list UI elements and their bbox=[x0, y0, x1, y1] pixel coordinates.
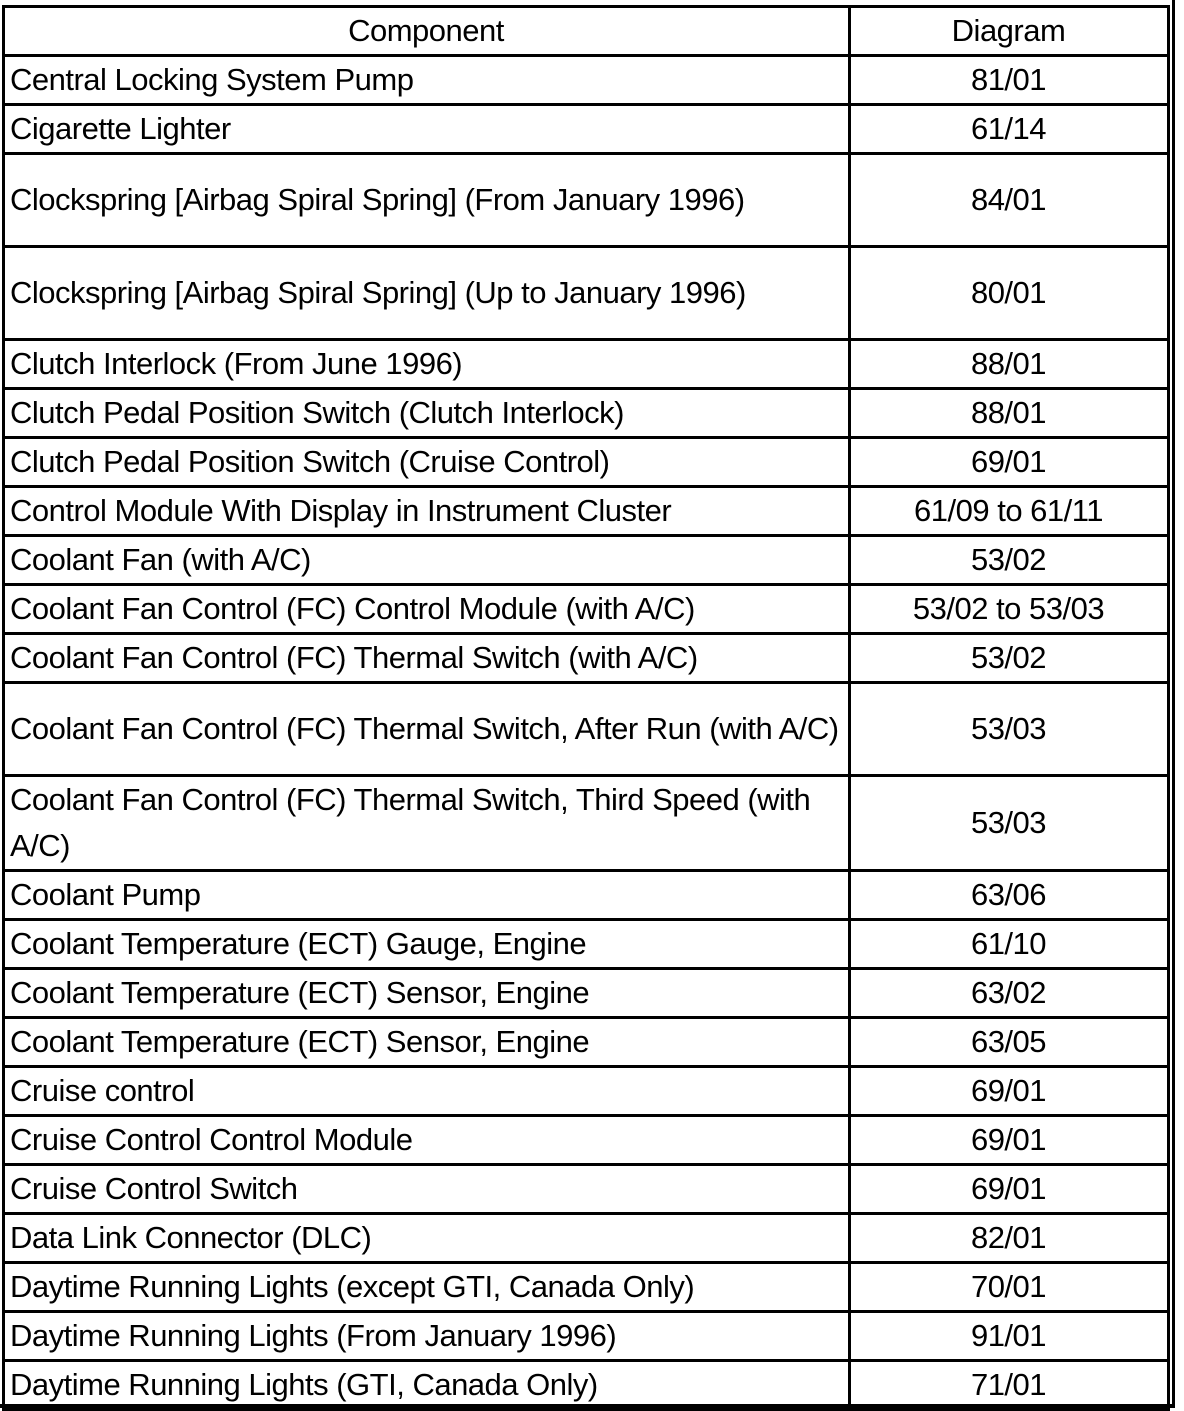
diagram-cell: 69/01 bbox=[850, 1116, 1169, 1165]
component-diagram-table bbox=[2, 5, 1170, 1411]
component-cell: Coolant Pump bbox=[4, 871, 850, 920]
component-cell: Coolant Fan Control (FC) Thermal Switch, Third Speed (with A/C) bbox=[4, 776, 850, 871]
component-cell: Daytime Running Lights (GTI, Canada Only) bbox=[4, 1361, 850, 1410]
table-row bbox=[4, 487, 1169, 536]
page-right-border bbox=[1172, 0, 1175, 1408]
component-cell: Coolant Temperature (ECT) Sensor, Engine bbox=[4, 1018, 850, 1067]
header-component: Component bbox=[4, 7, 850, 56]
table-row bbox=[4, 340, 1169, 389]
diagram-cell: 88/01 bbox=[850, 340, 1169, 389]
component-cell: Cruise Control Switch bbox=[4, 1165, 850, 1214]
page-bottom-border bbox=[0, 1404, 1175, 1408]
diagram-cell: 69/01 bbox=[850, 438, 1169, 487]
component-cell: Control Module With Display in Instrument Cluster bbox=[4, 487, 850, 536]
table-row bbox=[4, 683, 1169, 776]
table-row bbox=[4, 1116, 1169, 1165]
table-row bbox=[4, 247, 1169, 340]
diagram-cell: 88/01 bbox=[850, 389, 1169, 438]
table-row bbox=[4, 1165, 1169, 1214]
diagram-cell: 69/01 bbox=[850, 1067, 1169, 1116]
component-cell: Central Locking System Pump bbox=[4, 56, 850, 105]
component-cell: Clutch Interlock (From June 1996) bbox=[4, 340, 850, 389]
table-row bbox=[4, 1018, 1169, 1067]
diagram-cell: 69/01 bbox=[850, 1165, 1169, 1214]
diagram-cell: 81/01 bbox=[850, 56, 1169, 105]
diagram-cell: 71/01 bbox=[850, 1361, 1169, 1410]
diagram-cell: 63/02 bbox=[850, 969, 1169, 1018]
table-header-row bbox=[4, 7, 1169, 56]
diagram-cell: 84/01 bbox=[850, 154, 1169, 247]
table-row bbox=[4, 871, 1169, 920]
component-cell: Coolant Fan (with A/C) bbox=[4, 536, 850, 585]
diagram-cell: 61/09 to 61/11 bbox=[850, 487, 1169, 536]
table-row bbox=[4, 438, 1169, 487]
component-diagram-table-container bbox=[2, 5, 1167, 1411]
diagram-cell: 63/05 bbox=[850, 1018, 1169, 1067]
diagram-cell: 82/01 bbox=[850, 1214, 1169, 1263]
table-row bbox=[4, 920, 1169, 969]
table-row bbox=[4, 1312, 1169, 1361]
table-row bbox=[4, 1263, 1169, 1312]
component-cell: Coolant Temperature (ECT) Gauge, Engine bbox=[4, 920, 850, 969]
header-diagram: Diagram bbox=[850, 7, 1169, 56]
diagram-cell: 70/01 bbox=[850, 1263, 1169, 1312]
table-row bbox=[4, 1214, 1169, 1263]
diagram-cell: 53/02 bbox=[850, 536, 1169, 585]
diagram-cell: 61/14 bbox=[850, 105, 1169, 154]
table-row bbox=[4, 1361, 1169, 1410]
table-row bbox=[4, 56, 1169, 105]
table-row bbox=[4, 969, 1169, 1018]
table-row bbox=[4, 776, 1169, 871]
diagram-cell: 63/06 bbox=[850, 871, 1169, 920]
table-row bbox=[4, 389, 1169, 438]
component-cell: Daytime Running Lights (except GTI, Canada Only) bbox=[4, 1263, 850, 1312]
component-cell: Coolant Fan Control (FC) Thermal Switch (with A/C) bbox=[4, 634, 850, 683]
component-cell: Coolant Temperature (ECT) Sensor, Engine bbox=[4, 969, 850, 1018]
component-cell: Coolant Fan Control (FC) Control Module (with A/C) bbox=[4, 585, 850, 634]
table-row bbox=[4, 154, 1169, 247]
table-row bbox=[4, 634, 1169, 683]
component-cell: Cigarette Lighter bbox=[4, 105, 850, 154]
component-cell: Coolant Fan Control (FC) Thermal Switch, After Run (with A/C) bbox=[4, 683, 850, 776]
diagram-cell: 53/02 to 53/03 bbox=[850, 585, 1169, 634]
table-body bbox=[4, 56, 1169, 1410]
table-row bbox=[4, 1067, 1169, 1116]
component-cell: Clockspring [Airbag Spiral Spring] (From January 1996) bbox=[4, 154, 850, 247]
component-cell: Clockspring [Airbag Spiral Spring] (Up to January 1996) bbox=[4, 247, 850, 340]
diagram-cell: 80/01 bbox=[850, 247, 1169, 340]
diagram-cell: 53/02 bbox=[850, 634, 1169, 683]
table-row bbox=[4, 536, 1169, 585]
diagram-cell: 91/01 bbox=[850, 1312, 1169, 1361]
table-row bbox=[4, 585, 1169, 634]
diagram-cell: 61/10 bbox=[850, 920, 1169, 969]
table-row bbox=[4, 105, 1169, 154]
component-cell: Cruise control bbox=[4, 1067, 850, 1116]
component-cell: Daytime Running Lights (From January 1996) bbox=[4, 1312, 850, 1361]
diagram-cell: 53/03 bbox=[850, 776, 1169, 871]
diagram-cell: 53/03 bbox=[850, 683, 1169, 776]
component-cell: Cruise Control Control Module bbox=[4, 1116, 850, 1165]
component-cell: Data Link Connector (DLC) bbox=[4, 1214, 850, 1263]
component-cell: Clutch Pedal Position Switch (Cruise Control) bbox=[4, 438, 850, 487]
component-cell: Clutch Pedal Position Switch (Clutch Interlock) bbox=[4, 389, 850, 438]
